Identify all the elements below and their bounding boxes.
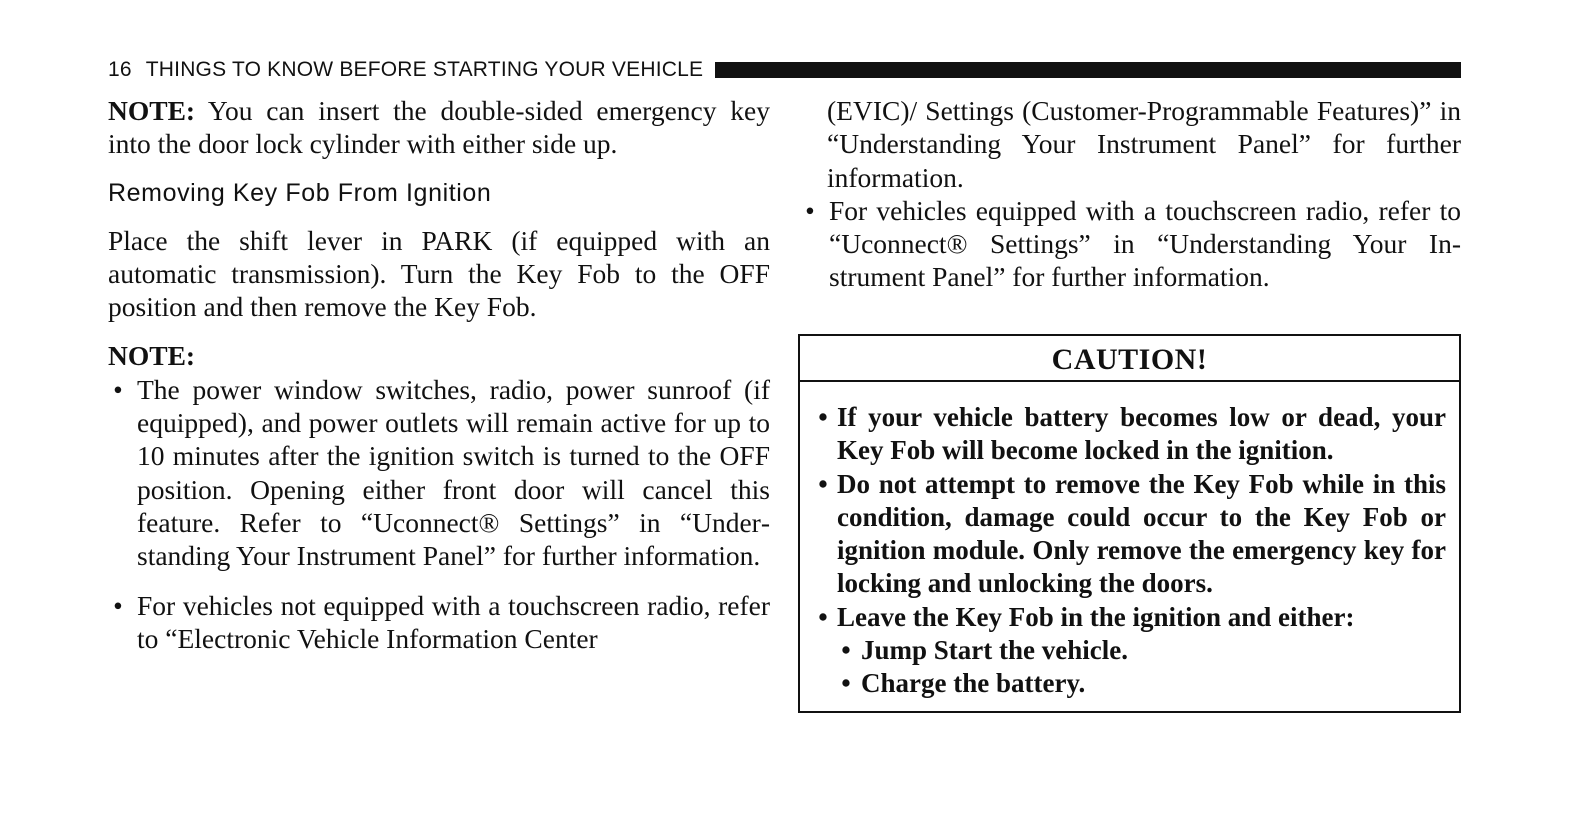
list-item-text: For vehicles not equipped with a touchscreen radio, refer to “Electronic Vehicle Information Center: [137, 589, 770, 654]
bullet-icon: •: [113, 589, 123, 621]
bullet-icon: •: [818, 468, 828, 499]
header-rule: [715, 62, 1461, 78]
caution-sub-item: [837, 634, 1446, 667]
right-bullet-list: [800, 194, 1461, 294]
caution-item: [814, 601, 1446, 701]
note-paragraph: [108, 94, 770, 161]
section-subheading: Removing Key Fob From Ignition: [108, 178, 492, 207]
page-number: 16: [108, 58, 132, 81]
section-title: THINGS TO KNOW BEFORE STARTING YOUR VEHICLE: [145, 58, 704, 81]
bullet-icon: •: [818, 402, 828, 432]
note-bullet-list: [108, 373, 770, 655]
caution-box: [798, 334, 1461, 713]
caution-item-text: Leave the Key Fob in the ignition and either:: [837, 601, 1355, 632]
note-text: You can insert the double-sided emergency key into the door lock cylinder with either side up.: [108, 95, 770, 160]
caution-sub-item: [837, 667, 1446, 700]
instruction-paragraph: Place the shift lever in PARK (if equipped with an automatic transmission). Turn the Key Fob to the OFF position and then remove the Key Fob.: [108, 224, 770, 323]
page-header: [108, 57, 1461, 83]
caution-list: [814, 401, 1446, 701]
right-column: [800, 94, 1461, 294]
caution-item: [814, 468, 1446, 601]
caution-item-text: If your vehicle battery becomes low or dead, your Key Fob will become locked in the ignition.: [837, 402, 1446, 466]
bullet-icon: •: [805, 194, 815, 226]
note-label: NOTE:: [108, 95, 196, 126]
note-label: NOTE:: [108, 340, 196, 372]
continued-text: (EVIC)/ Settings (Customer-Programmable Features)” in “Understanding Your Instrument Panel” for further information.: [827, 95, 1461, 193]
list-item: [800, 194, 1461, 294]
list-item: [108, 589, 770, 656]
caution-sub-item-text: Charge the battery.: [861, 668, 1086, 699]
caution-sub-item-text: Jump Start the vehicle.: [861, 635, 1128, 666]
caution-item-text: Do not attempt to remove the Key Fob while in this condition, damage could occur to the Key Fob or ignition module. Only remove the emergency key for locking and unlocking the doors.: [837, 468, 1446, 599]
list-item-text: The power window switches, radio, power sunroof (if equipped), and power outlets will remain active for up to 10 minutes after the ignition switch is turned to the OFF position. Opening either front door will cancel this feature. Refer to “Uconnect® Settings” in “Understanding Your Instrument Panel” for further information.: [137, 373, 770, 572]
caution-item: [814, 401, 1446, 468]
caution-title: CAUTION!: [800, 336, 1459, 382]
bullet-icon: •: [841, 635, 851, 666]
left-column: [108, 94, 770, 655]
bullet-icon: •: [818, 601, 828, 632]
bullet-icon: •: [113, 373, 123, 405]
list-item: [108, 373, 770, 573]
bullet-icon: •: [841, 668, 851, 699]
list-item-text: For vehicles equipped with a touchscreen radio, refer to “Uconnect® Settings” in “Understanding Your Instrument Panel” for further information.: [829, 194, 1461, 293]
caution-sub-list: [837, 634, 1446, 701]
